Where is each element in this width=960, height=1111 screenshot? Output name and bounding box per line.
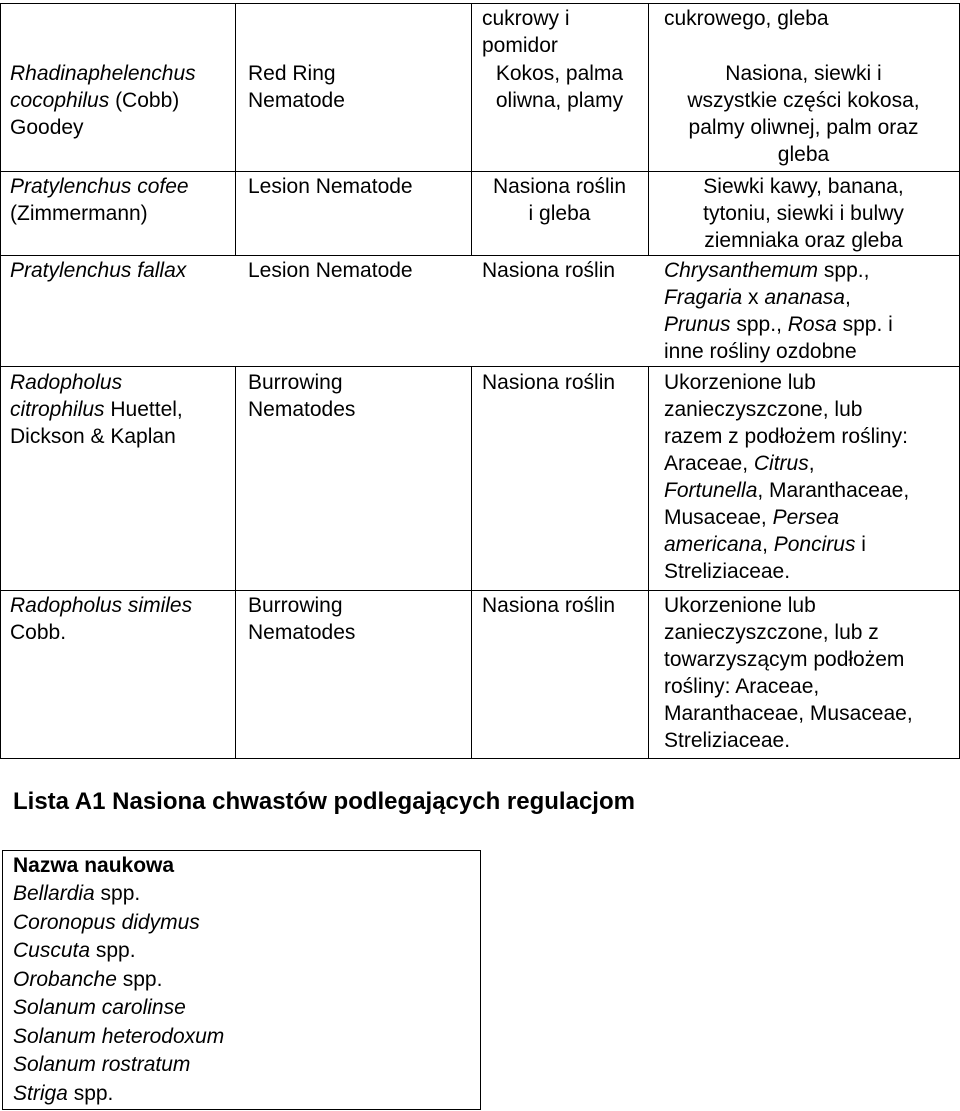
text-line (664, 369, 909, 396)
row-divider (0, 171, 960, 172)
text: Ukorzenione lub (664, 371, 816, 394)
scientific-name-cell (10, 369, 183, 450)
text: Nematodes (248, 398, 356, 421)
scientific-name-cell (10, 257, 186, 284)
text: Goodey (10, 116, 84, 139)
text: ziemniaka oraz gleba (704, 229, 903, 252)
italic-text: americana (664, 533, 763, 556)
text: , (762, 533, 774, 556)
weeds-border-left (2, 850, 3, 1110)
scientific-name-cell (10, 173, 189, 227)
text: Nasiona roślin (492, 175, 627, 198)
common-name-cell (248, 257, 413, 284)
text: Araceae, (664, 452, 754, 475)
text-line (664, 531, 909, 558)
text-line (664, 396, 909, 423)
text-line (482, 5, 570, 32)
col-divider (235, 3, 236, 255)
italic-text: Cuscuta (13, 939, 91, 962)
text-line (664, 311, 893, 338)
commodity-cell (648, 173, 959, 254)
text: tytoniu, siewki i bulwy (703, 202, 904, 225)
text: Nematodes (248, 621, 356, 644)
text-line (13, 909, 224, 938)
host-plant-cell (482, 592, 615, 619)
text-line (248, 60, 345, 87)
text-line (648, 200, 959, 227)
commodity-cell (664, 5, 829, 32)
table-border-top (0, 3, 960, 4)
text: inne rośliny ozdobne (664, 340, 857, 363)
common-name-cell (248, 173, 413, 200)
text: , (808, 452, 815, 475)
host-plant-cell (471, 60, 648, 114)
text-line (10, 60, 196, 87)
italic-text: Orobanche (13, 967, 117, 991)
text: , (844, 286, 851, 309)
italic-text: Bellardia (13, 882, 95, 905)
text-line (664, 558, 909, 585)
col-border-left (0, 3, 1, 759)
text: Red Ring (248, 62, 336, 85)
text: Nasiona, siewki i (725, 62, 882, 85)
italic-text: Fragaria (664, 286, 743, 309)
text-line (664, 450, 909, 477)
text: Burrowing (248, 594, 343, 617)
text: zanieczyszczone, lub (664, 398, 863, 421)
text-line (10, 87, 196, 114)
text-line (10, 619, 192, 646)
text-line (248, 396, 355, 423)
text: wszystkie części kokosa, (687, 89, 920, 112)
text-line (664, 646, 913, 673)
text: spp. i (836, 313, 893, 336)
weeds-header: Nazwa naukowa (13, 854, 175, 877)
weeds-border-bottom (2, 1109, 481, 1110)
commodity-cell (664, 592, 913, 754)
col-divider (471, 366, 472, 758)
italic-text: Coronopus didymus (13, 910, 200, 934)
text: spp. (94, 882, 141, 905)
text: gleba (777, 143, 830, 166)
text-line (482, 369, 615, 396)
text-line (248, 87, 345, 114)
italic-text: Poncirus (773, 533, 856, 556)
text-line (664, 727, 913, 754)
text-line (471, 200, 648, 227)
scientific-name-cell (10, 592, 192, 646)
host-plant-cell (482, 257, 615, 284)
host-plant-cell (482, 5, 570, 59)
italic-text: Striga (13, 1081, 68, 1105)
text-line (664, 504, 909, 531)
italic-text: Pratylenchus cofee (10, 175, 189, 198)
text: x (742, 286, 765, 309)
italic-text: ananasa (764, 286, 845, 309)
text-line (10, 173, 189, 200)
text-line (10, 396, 183, 423)
text: Nasiona roślin (482, 259, 616, 282)
text-line (648, 114, 959, 141)
text: (Cobb) (109, 89, 180, 112)
italic-text: Fortunella (664, 479, 758, 502)
text: Lesion Nematode (248, 259, 413, 282)
text: razem z podłożem rośliny: (664, 425, 908, 448)
text: spp. (90, 939, 136, 962)
row-divider (0, 255, 960, 256)
text-line (664, 619, 913, 646)
text-line (482, 257, 615, 284)
text-line (648, 227, 959, 254)
italic-text: Prunus (664, 313, 731, 336)
text: rośliny: Araceae, (664, 675, 820, 698)
scientific-name-cell (10, 60, 196, 141)
col-divider (648, 366, 649, 758)
text-line (13, 1080, 224, 1109)
text: Nasiona roślin (482, 594, 616, 617)
text: Streliziaceae. (664, 729, 791, 752)
text: i (855, 533, 866, 556)
italic-text: citrophilus (10, 398, 105, 421)
text: towarzyszącym podłożem (664, 648, 905, 671)
italic-text: Citrus (753, 452, 809, 475)
text-line (248, 619, 355, 646)
text: Musaceae, (664, 506, 773, 529)
text-line (248, 369, 355, 396)
text-line (664, 423, 909, 450)
text-line (471, 60, 648, 87)
text-line (648, 87, 959, 114)
text: cukrowy i (482, 7, 570, 30)
text-line (664, 338, 893, 365)
text: Burrowing (248, 371, 343, 394)
text-line (664, 700, 913, 727)
text: Ukorzenione lub (664, 594, 816, 617)
text: pomidor (482, 34, 558, 57)
text-line (13, 994, 224, 1023)
col-divider (235, 366, 236, 758)
text: palmy oliwnej, palm oraz (688, 116, 919, 139)
text: spp. (116, 967, 163, 991)
text-line (471, 173, 648, 200)
host-plant-cell (471, 173, 648, 227)
text: , Maranthaceae, (757, 479, 910, 502)
text: Streliziaceae. (664, 560, 791, 583)
text-line (13, 966, 224, 995)
text: cukrowego, gleba (664, 7, 829, 30)
text-line (13, 937, 224, 966)
text-line (10, 114, 196, 141)
text: Maranthaceae, Musaceae, (664, 702, 913, 725)
commodity-cell (664, 369, 909, 585)
table-border-bottom (0, 758, 960, 759)
text: Cobb. (10, 621, 67, 644)
text: spp. (67, 1081, 114, 1105)
text-line (248, 257, 413, 284)
commodity-cell (664, 257, 893, 365)
text-line (10, 369, 183, 396)
text-line (664, 257, 893, 284)
commodity-cell (648, 60, 959, 168)
italic-text: Pratylenchus fallax (10, 259, 187, 282)
text: oliwna, plamy (495, 89, 624, 112)
italic-text: Radopholus similes (10, 594, 193, 617)
text: Siewki kawy, banana, (703, 175, 904, 198)
text-line (10, 200, 189, 227)
text-line (13, 1051, 224, 1080)
italic-text: Solanum heterodoxum (13, 1024, 225, 1048)
text-line (482, 592, 615, 619)
text-line (471, 87, 648, 114)
common-name-cell (248, 592, 355, 646)
text: Dickson & Kaplan (10, 425, 176, 448)
text-line (664, 477, 909, 504)
text-line (248, 592, 355, 619)
row-divider (0, 366, 960, 367)
italic-text: Solanum rostratum (13, 1053, 191, 1076)
text-line (10, 423, 183, 450)
italic-text: Solanum carolinse (13, 996, 186, 1019)
weeds-border-top (2, 850, 481, 851)
text: Kokos, palma (495, 62, 624, 85)
text-line (482, 32, 570, 59)
text-line (664, 5, 829, 32)
section-heading: Lista A1 Nasiona chwastów podlegających regulacjom (13, 788, 635, 815)
text: spp., (818, 259, 870, 282)
italic-text: cocophilus (10, 89, 110, 112)
italic-text: Radopholus (10, 371, 123, 394)
italic-text: Rosa (787, 313, 837, 336)
text: spp., (730, 313, 788, 336)
weeds-border-right (480, 850, 481, 1110)
host-plant-cell (482, 369, 615, 396)
text: zanieczyszczone, lub z (664, 621, 879, 644)
text-line (664, 673, 913, 700)
text: Nasiona roślin (482, 371, 616, 394)
italic-text: Persea (772, 506, 840, 529)
text-line (10, 257, 186, 284)
text-line (13, 880, 224, 909)
weeds-list (13, 880, 224, 1108)
italic-text: Rhadinaphelenchus (10, 62, 196, 85)
common-name-cell (248, 60, 345, 114)
text-line (648, 60, 959, 87)
text-line (10, 592, 192, 619)
text-line (648, 141, 959, 168)
row-divider (0, 590, 960, 591)
text: (Zimmermann) (10, 202, 148, 225)
text: Lesion Nematode (248, 175, 413, 198)
common-name-cell (248, 369, 355, 423)
text: Nematode (248, 89, 345, 112)
text-line (13, 1023, 224, 1052)
text-line (248, 173, 413, 200)
italic-text: Chrysanthemum (664, 259, 819, 282)
text: i gleba (528, 202, 591, 225)
text-line (648, 173, 959, 200)
text-line (664, 592, 913, 619)
text: Huettel, (104, 398, 183, 421)
text-line (664, 284, 893, 311)
